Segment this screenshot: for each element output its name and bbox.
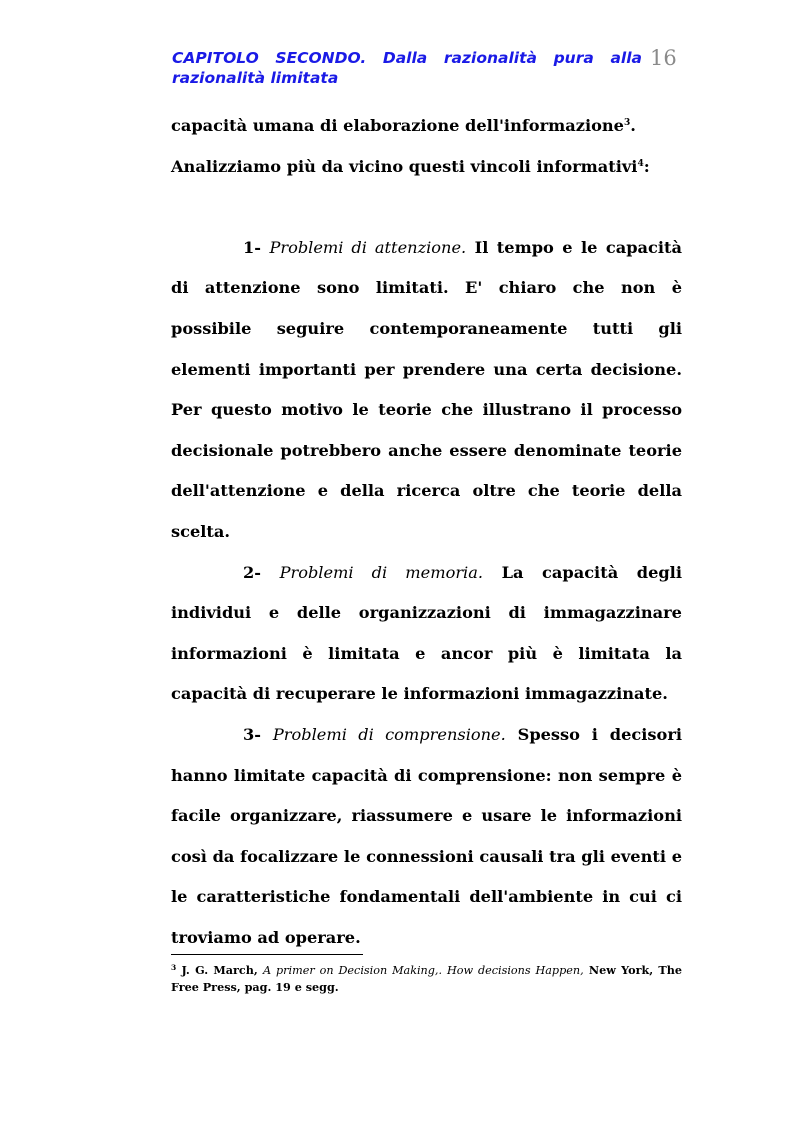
list-item-attention: [171, 228, 682, 553]
paragraph-text: Analizziamo più da vicino questi vincoli informativi: [171, 156, 638, 176]
footnote-title: A primer on Decision Making,. How decisions Happen,: [263, 964, 584, 977]
paragraph-text: capacità umana di elaborazione dell'informazione: [171, 116, 624, 135]
item-number: 2-: [243, 562, 261, 582]
footnote-separator: [171, 954, 363, 955]
list-item-comprehension: [171, 715, 682, 959]
item-text: La capacità degli individui e delle organizzazioni di immagazzinare informazioni è limitata e ancor più è limitata la capacità di recuperare le informazioni immagazzinate.: [171, 562, 682, 704]
item-number: 1-: [243, 237, 261, 257]
footnote-marker: 3: [171, 963, 177, 972]
footnote-ref[interactable]: 3: [623, 118, 631, 128]
page-number: 16: [650, 46, 677, 70]
paragraph-gap: [171, 187, 682, 228]
footnote-publisher: New York, The Free Press, pag. 19 e segg.: [171, 963, 682, 994]
running-header: CAPITOLO SECONDO. Dalla razionalità pura alla razionalità limitata: [172, 49, 642, 87]
item-text: Il tempo e le capacità di attenzione sono limitati. E' chiaro che non è possibile seguire contemporaneamente tutti gli elementi importanti per prendere una certa decisione. Per questo motivo le teorie che illustrano il processo decisionale potrebbero anche essere denominate teorie dell'attenzione e della ricerca oltre che teorie della scelta.: [171, 237, 683, 541]
paragraph-continuation: [171, 106, 682, 147]
footnote-ref[interactable]: 4: [637, 158, 644, 169]
footnote-authors: J. G. March,: [181, 963, 258, 977]
item-number: 3-: [243, 724, 261, 744]
paragraph-punct: .: [630, 116, 636, 135]
paragraph-punct: :: [643, 156, 650, 176]
list-item-memory: [171, 553, 682, 715]
item-heading: Problemi di memoria.: [279, 562, 484, 582]
item-heading: Problemi di attenzione.: [269, 237, 467, 257]
main-text: [171, 106, 682, 958]
paragraph-intro: [171, 147, 682, 188]
item-text: Spesso i decisori hanno limitate capacità di comprensione: non sempre è facile organizzare, riassumere e usare le informazioni così da focalizzare le connessioni causali tra gli eventi e le caratteristiche fondamentali dell'ambiente in cui ci troviamo ad operare.: [171, 724, 683, 947]
footnote: [171, 962, 682, 995]
item-heading: Problemi di comprensione.: [272, 724, 506, 744]
